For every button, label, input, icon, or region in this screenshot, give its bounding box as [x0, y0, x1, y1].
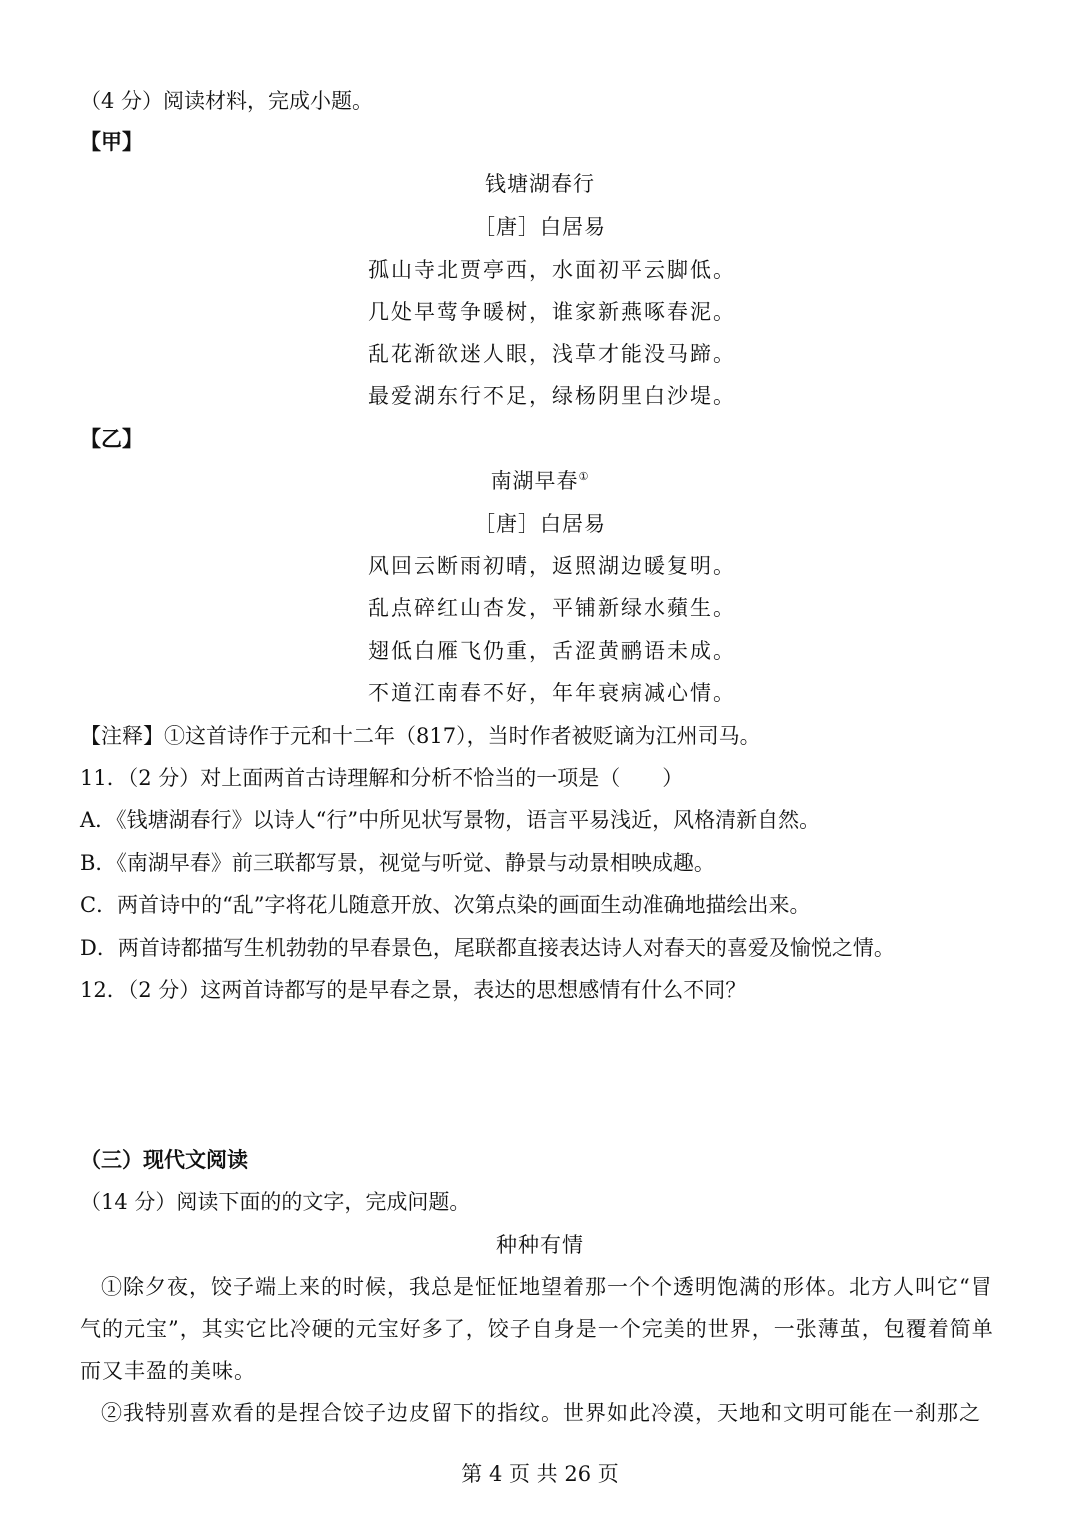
poem-title-jia: 钱塘湖春行 [485, 172, 595, 196]
question-11-stem: 11．（2 分）对上面两首古诗理解和分析不恰当的一项是（ ） [80, 766, 684, 790]
poem-jia-line-3: 乱花渐欲迷人眼，浅草才能没马蹄。 [368, 342, 736, 366]
question-11-option-c: C．两首诗中的“乱”字将花儿随意开放、次第点染的画面生动准确地描绘出来。 [80, 893, 811, 917]
page-footer: 第 4 页 共 26 页 [461, 1462, 619, 1486]
article-title: 种种有情 [496, 1233, 584, 1257]
poem-yi-line-1: 风回云断雨初晴，返照湖边暖复明。 [368, 554, 736, 578]
poem-author-jia: ［唐］白居易 [474, 215, 606, 239]
article-paragraph-2: ②我特别喜欢看的是捏合饺子边皮留下的指纹。世界如此冷漠，天地和文明可能在一刹那之 [101, 1401, 981, 1425]
annotation: 【注释】①这首诗作于元和十二年（817），当时作者被贬谪为江州司马。 [80, 724, 761, 748]
reading-intro: （4 分）阅读材料，完成小题。 [80, 89, 374, 113]
question-11-option-d: D．两首诗都描写生机勃勃的早春景色，尾联都直接表达诗人对春天的喜爱及愉悦之情。 [80, 936, 895, 960]
question-11-option-a: A．《钱塘湖春行》以诗人“行”中所见状写景物，语言平易浅近，风格清新自然。 [80, 808, 821, 832]
label-jia: 【甲】 [80, 129, 143, 154]
poem-jia-line-4: 最爱湖东行不足，绿杨阴里白沙堤。 [368, 384, 736, 408]
poem-yi-line-4: 不道江南春不好，年年衰病减心情。 [368, 681, 736, 705]
section-intro: （14 分）阅读下面的的文字，完成问题。 [80, 1190, 471, 1214]
poem-title-yi [0, 467, 1080, 495]
poem-yi-line-2: 乱点碎红山杏发，平铺新绿水蘋生。 [368, 596, 736, 620]
question-12: 12．（2 分）这两首诗都写的是早春之景，表达的思想感情有什么不同？ [80, 978, 747, 1002]
poem-yi-line-3: 翅低白雁飞仍重，舌涩黄鹂语未成。 [368, 639, 736, 663]
poem-jia-line-2: 几处早莺争暖树，谁家新燕啄春泥。 [368, 300, 736, 324]
article-paragraph-1: ①除夕夜，饺子端上来的时候，我总是怔怔地望着那一个个透明饱满的形体。北方人叫它“冒气的元宝”，其实它比冷硬的元宝好多了，饺子自身是一个完美的世界，一张薄茧，包覆着简单而又丰盈的美味。 [80, 1275, 994, 1383]
footnote-mark: ① [578, 470, 590, 483]
section-heading: （三）现代文阅读 [80, 1147, 248, 1172]
poem-author-yi: ［唐］白居易 [474, 512, 606, 536]
question-11-option-b: B．《南湖早春》前三联都写景，视觉与听觉、静景与动景相映成趣。 [80, 851, 715, 875]
poem-title-yi-text: 南湖早春 [490, 469, 579, 493]
label-yi: 【乙】 [80, 426, 143, 451]
poem-jia-line-1: 孤山寺北贾亭西，水面初平云脚低。 [368, 258, 736, 282]
